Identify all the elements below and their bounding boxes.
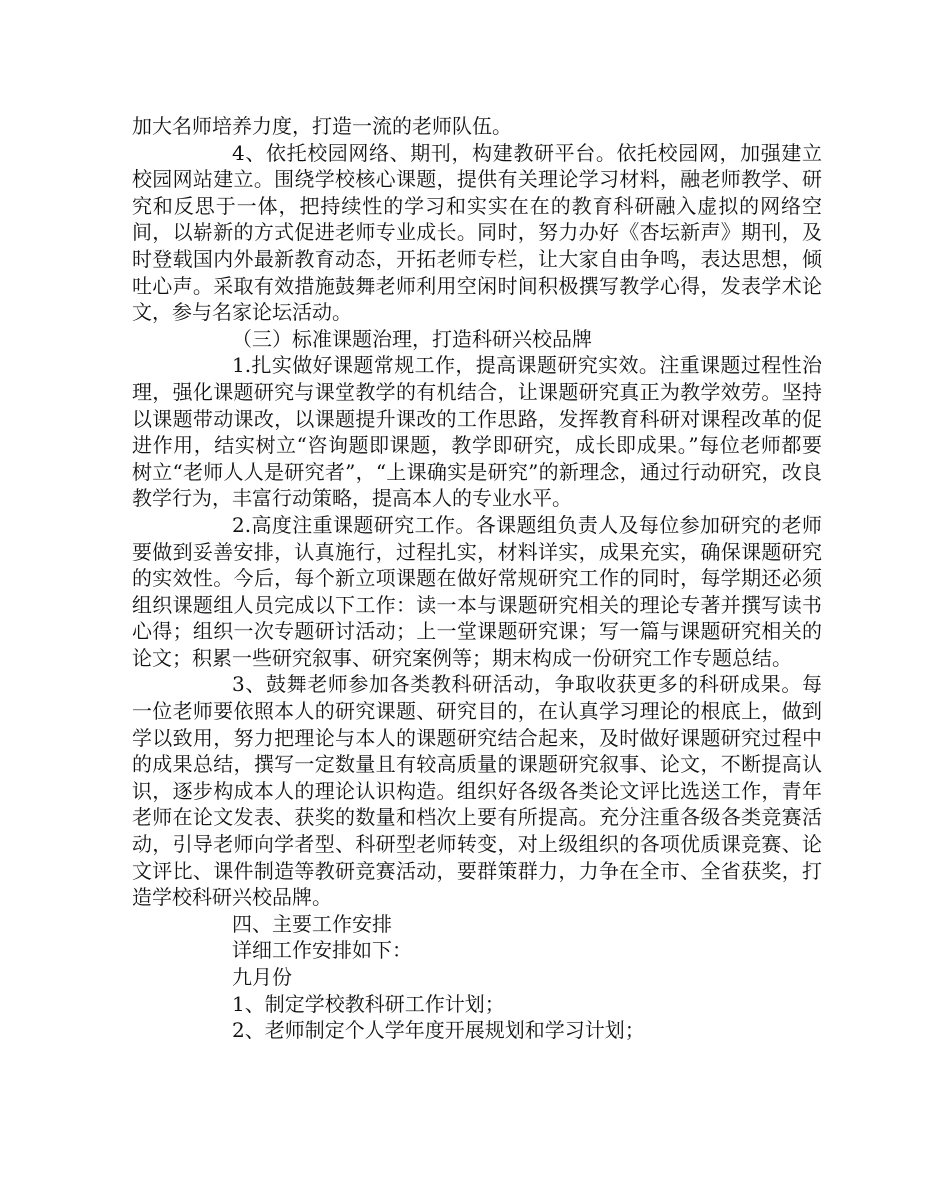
month-heading: 九月份 [232,965,292,989]
paragraph-item-4: 4、依托校园网络、期刊，构建教研平台。依托校园网，加强建立校园网站建立。围绕学校核心课题，提供有关理论学习材料，融老师教学、研究和反思于一体，把持续性的学习和实实在在的教育科研融入虚拟的网络空间，以崭新的方式促进老师专业成长。同时，努力办好《杏坛新声》期刊，及时登载国内外最新教育动态，开拓老师专栏，让大家自由争鸣，表达思想，倾吐心声。采取有效措施鼓舞老师利用空闲时间积极撰写教学心得，发表学术论文，参与名家论坛活动。 [132,140,822,325]
section-heading-3: （三）标准课题治理，打造科研兴校品牌 [232,326,592,351]
schedule-intro: 详细工作安排如下： [232,938,412,963]
section-heading-4: 四、主要工作安排 [232,911,392,936]
paragraph-item-1: 1.扎实做好课题常规工作，提高课题研究实效。注重课题过程性治理，强化课题研究与课堂教学的有机结合，让课题研究真正为教学效劳。坚持以课题带动课改，以课题提升课改的工作思路，发挥教育科研对课程改革的促进作用，结实树立“咨询题即课题，教学即研究，成长即成果。”每位老师都要树立“老师人人是研究者”，“上课确实是研究”的新理念，通过行动研究，改良教学行为，丰富行动策略，提高本人的专业水平。 [132,353,822,511]
paragraph-intro-continuation: 加大名师培养力度，打造一流的老师队伍。 [132,114,512,138]
schedule-item-2: 2、老师制定个人学年度开展规划和学习计划； [232,1018,645,1043]
document-body [132,113,822,1044]
paragraph-item-3: 3、鼓舞老师参加各类教科研活动，争取收获更多的科研成果。每一位老师要依照本人的研究课题、研究目的，在认真学习理论的根底上，做到学以致用，努力把理论与本人的课题研究结合起来，及时做好课题研究过程中的成果总结，撰写一定数量且有较高质量的课题研究叙事、论文，不断提高认识，逐步构成本人的理论认识构造。组织好各级各类论文评比选送工作，青年老师在论文发表、获奖的数量和档次上要有所提高。充分注重各级各类竞赛活动，引导老师向学者型、科研型老师转变，对上级组织的各项优质课竞赛、论文评比、课件制造等教研竞赛活动，要群策群力，力争在全市、全省获奖，打造学校科研兴校品牌。 [132,672,822,910]
paragraph-item-2: 2.高度注重课题研究工作。各课题组负责人及每位参加研究的老师要做到妥善安排，认真施行，过程扎实，材料详实，成果充实，确保课题研究的实效性。今后，每个新立项课题在做好常规研究工作的同时，每学期还必须组织课题组人员完成以下工作：读一本与课题研究相关的理论专著并撰写读书心得；组织一次专题研讨活动；上一堂课题研究课；写一篇与课题研究相关的论文；积累一些研究叙事、研究案例等；期末构成一份研究工作专题总结。 [132,512,822,670]
schedule-item-1: 1、制定学校教科研工作计划； [232,991,505,1016]
